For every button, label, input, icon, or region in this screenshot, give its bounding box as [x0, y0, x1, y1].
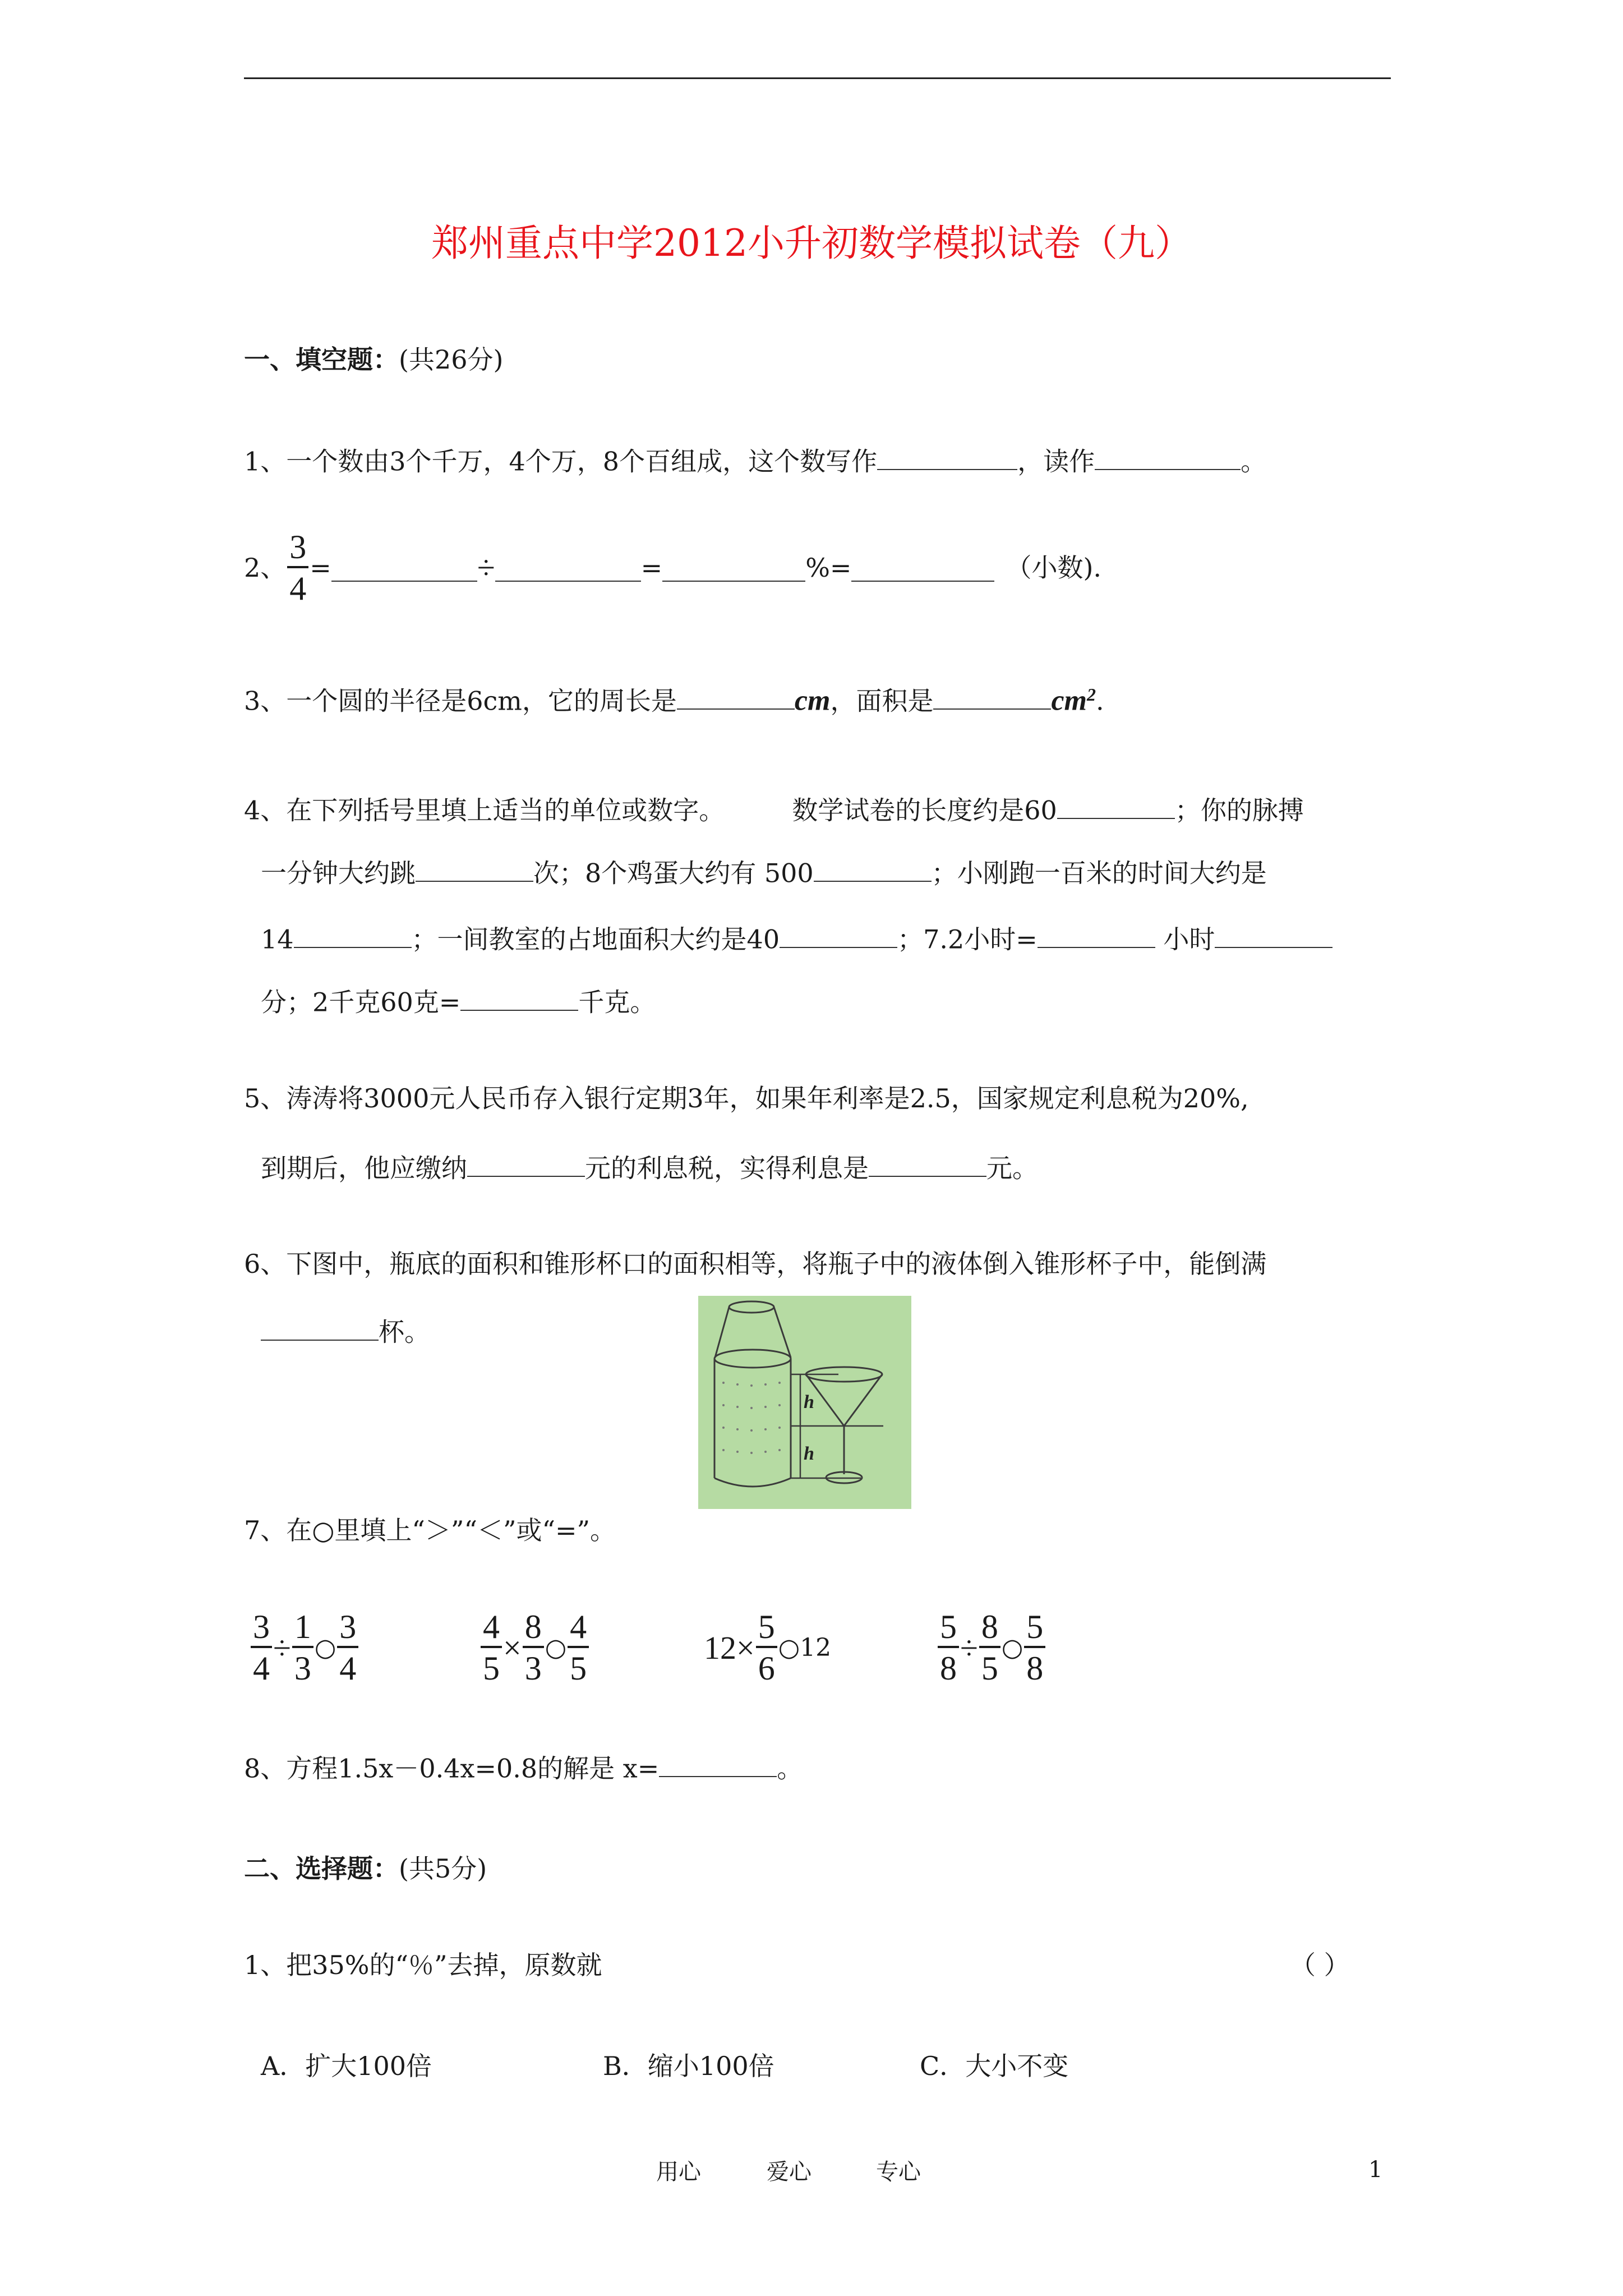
answer-blank[interactable]	[851, 554, 994, 582]
comparison-2: $\frac{4}{5}$ × $\frac{8}{3}$ ○ $\frac{4}{5}$	[479, 1610, 590, 1685]
choice-question-1: 1、把35%的“％”去掉，原数就	[244, 1950, 602, 1980]
question-4-line-1: 4、在下列括号里填上适当的单位或数字。 数学试卷的长度约是60 ；你的脉搏	[244, 791, 1304, 826]
question-1: 1、一个数由3个千万，4个万，8个百组成，这个数写作 ，读作 。	[244, 442, 1266, 477]
question-4-line-2: 一分钟大约跳 次；8个鸡蛋大约有 500 ；小刚跑一百米的时间大约是	[261, 854, 1267, 889]
question-8: 8、方程1.5x－0.4x=0.8的解是 x= 。	[244, 1749, 803, 1784]
compare-circle[interactable]: ○	[545, 1633, 567, 1662]
answer-blank[interactable]	[1095, 442, 1241, 470]
compare-circle[interactable]: ○12	[778, 1633, 832, 1662]
answer-blank[interactable]	[467, 1149, 585, 1177]
comparison-4: $\frac{5}{8}$ ÷ $\frac{8}{5}$ ○ $\frac{5}{8}$	[937, 1610, 1046, 1685]
section-1-heading: 一、填空题：(共26分)	[244, 344, 504, 375]
answer-blank[interactable]	[933, 682, 1051, 710]
footer-motto-2: 爱心	[767, 2159, 811, 2185]
answer-blank[interactable]	[460, 983, 578, 1011]
answer-blank[interactable]	[659, 1749, 777, 1777]
answer-paren[interactable]: （ ）	[1290, 1950, 1350, 1980]
question-5-line-1: 5、涛涛将3000元人民币存入银行定期3年，如果年利率是2.5，国家规定利息税为20%,	[244, 1083, 1249, 1114]
comparison-3: 12 × $\frac{5}{6}$ ○12	[704, 1608, 832, 1687]
question-5-line-2: 到期后，他应缴纳 元的利息税，实得利息是 元。	[261, 1149, 1038, 1184]
question-4-line-3: 14 ；一间教室的占地面积大约是40 ；7.2小时= 小时	[261, 920, 1332, 955]
page-number: 1	[1368, 2157, 1383, 2183]
answer-blank[interactable]	[416, 854, 533, 882]
answer-blank[interactable]	[495, 554, 641, 582]
compare-circle[interactable]: ○	[1001, 1633, 1023, 1662]
answer-blank[interactable]	[1038, 920, 1155, 948]
answer-blank[interactable]	[294, 920, 412, 948]
question-3: 3、一个圆的半径是6cm，它的周长是 cm，面积是 $cm^2$.	[244, 679, 1104, 716]
answer-blank[interactable]	[662, 554, 805, 582]
question-4-line-4: 分；2千克60克= 千克。	[261, 983, 656, 1018]
answer-blank[interactable]	[261, 1313, 379, 1341]
option-c[interactable]: C．大小不变	[920, 2051, 1069, 2081]
answer-blank[interactable]	[677, 682, 795, 710]
fraction: $\frac{3}{4}$	[287, 530, 308, 605]
header-rule	[244, 77, 1391, 79]
answer-blank[interactable]	[331, 554, 477, 582]
compare-circle[interactable]: ○	[314, 1633, 336, 1662]
answer-blank[interactable]	[814, 854, 932, 882]
bottle-and-cone-figure	[698, 1296, 911, 1509]
question-2: 2、 $\frac{3}{4}$ = ÷ = %= （小数).	[244, 528, 1102, 607]
footer-motto-3: 专心	[876, 2159, 921, 2185]
question-6-line-2: 杯。	[261, 1313, 430, 1347]
answer-blank[interactable]	[877, 442, 1017, 470]
question-7: 7、在○里填上“＞”“＜”或“=”。	[244, 1515, 616, 1545]
page-title: 郑州重点中学2012小升初数学模拟试卷（九）	[431, 222, 1192, 265]
option-b[interactable]: B．缩小100倍	[603, 2051, 774, 2081]
question-6-line-1: 6、下图中，瓶底的面积和锥形杯口的面积相等，将瓶子中的液体倒入锥形杯子中，能倒满	[244, 1249, 1267, 1279]
option-a[interactable]: A．扩大100倍	[261, 2051, 432, 2081]
section-2-heading: 二、选择题：(共5分)	[244, 1853, 487, 1884]
footer-motto-1: 用心	[656, 2159, 701, 2185]
answer-blank[interactable]	[1057, 791, 1175, 819]
answer-blank[interactable]	[1215, 920, 1332, 948]
h-label-upper: h	[804, 1392, 814, 1412]
answer-blank[interactable]	[869, 1149, 986, 1177]
h-label-lower: h	[804, 1443, 814, 1464]
answer-blank[interactable]	[780, 920, 897, 948]
comparison-1: $\frac{3}{4}$ ÷ $\frac{1}{3}$ ○ $\frac{3}{4}$	[250, 1610, 359, 1685]
